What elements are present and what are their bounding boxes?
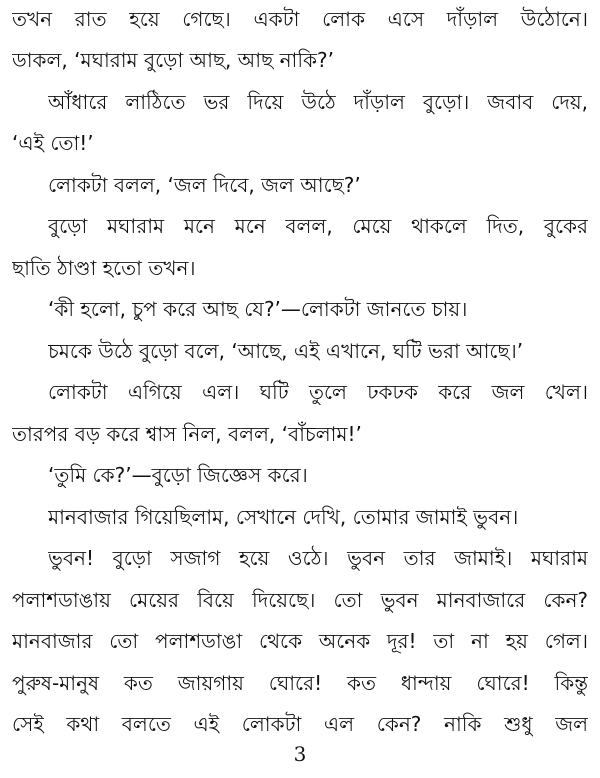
text-line: বুড়ো মঘারাম মনে মনে বলল, মেয়ে থাকলে দিত, বুকের	[48, 214, 588, 238]
text-line: লোকটা এগিয়ে এল। ঘটি তুলে ঢকঢক করে জল খেল।	[48, 380, 588, 404]
text-line: আঁধারে লাঠিতে ভর দিয়ে উঠে দাঁড়াল বুড়ো। জবাব দেয়,	[48, 90, 588, 114]
text-line: ছাতি ঠাণ্ডা হতো তখন।	[12, 256, 196, 280]
text-line: তখন রাত হয়ে গেছে। একটা লোক এসে দাঁড়াল উঠোনে।	[12, 7, 588, 31]
text-line: ‘এই তো!’	[12, 131, 94, 155]
text-line: ভুবন! বুড়ো সজাগ হয়ে ওঠে। ভুবন তার জামাই। মঘারাম	[48, 546, 588, 570]
text-line: মানবাজার তো পলাশডাঙা থেকে অনেক দূর! তা না হয় গেল।	[12, 629, 588, 653]
text-line: পলাশডাঙায় মেয়ের বিয়ে দিয়েছে। তো ভুবন মানবাজারে কেন?	[12, 588, 588, 612]
text-line: লোকটা বলল, ‘জল দিবে, জল আছে?’	[48, 173, 361, 197]
text-line: চমকে উঠে বুড়ো বলে, ‘আছে, এই এখানে, ঘটি ভরা আছে।’	[48, 339, 524, 363]
text-line: সেই কথা বলতে এই লোকটা এল কেন? নাকি শুধু জল	[12, 712, 588, 736]
text-line: তারপর বড় করে শ্বাস নিল, বলল, ‘বাঁচলাম!’	[12, 422, 362, 446]
text-line: ‘কী হলো, চুপ করে আছ যে?’—লোকটা জানতে চায়।	[48, 297, 468, 321]
text-line: পুরুষ-মানুষ কত জায়গায় ঘোরে! কত ধান্দায় ঘোরে! কিন্তু	[12, 671, 588, 695]
text-line: মানবাজার গিয়েছিলাম, সেখানে দেখি, তোমার জামাই ভুবন।	[48, 505, 519, 529]
book-page	[12, 6, 588, 766]
text-line: ‘তুমি কে?’—বুড়ো জিজ্ঞেস করে।	[48, 463, 308, 487]
text-line: ডাকল, ‘মঘারাম বুড়ো আছ, আছ নাকি?’	[12, 48, 335, 72]
page-number: 3	[293, 742, 307, 766]
